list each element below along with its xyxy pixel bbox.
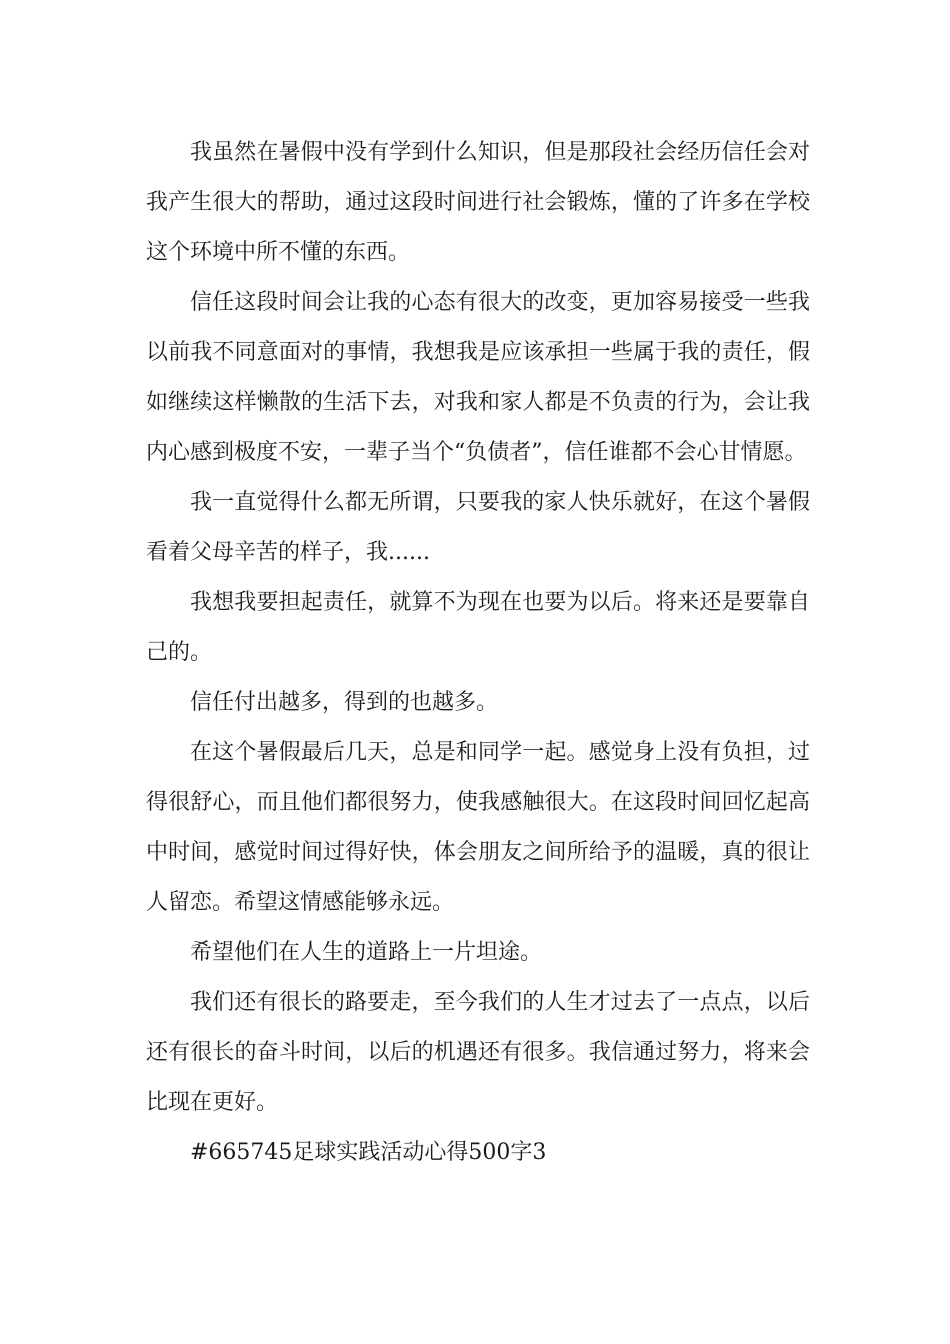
paragraph-1: 我虽然在暑假中没有学到什么知识，但是那段社会经历信任会对我产生很大的帮助，通过这段时间进行社会锻炼，懂的了许多在学校这个环境中所不懂的东西。 xyxy=(146,140,810,265)
paragraph-2: 信任这段时间会让我的心态有很大的改变，更加容易接受一些我以前我不同意面对的事情，我想我是应该承担一些属于我的责任，假如继续这样懒散的生活下去，对我和家人都是不负责的行为，会让我内心感到极度不安，一辈子当个“负债者”，信任谁都不会心甘情愿。 xyxy=(146,290,810,465)
paragraph-7: 希望他们在人生的道路上一片坦途。 xyxy=(190,940,543,965)
document-body xyxy=(146,128,810,1178)
section-heading: #665745足球实践活动心得500字3 xyxy=(190,1140,547,1165)
paragraph-4: 我想我要担起责任，就算不为现在也要为以后。将来还是要靠自己的。 xyxy=(146,590,810,665)
paragraph-8: 我们还有很长的路要走，至今我们的人生才过去了一点点，以后还有很长的奋斗时间，以后的机遇还有很多。我信通过努力，将来会比现在更好。 xyxy=(146,990,810,1115)
paragraph-6: 在这个暑假最后几天，总是和同学一起。感觉身上没有负担，过得很舒心，而且他们都很努力，使我感触很大。在这段时间回忆起高中时间，感觉时间过得好快，体会朋友之间所给予的温暖，真的很让人留恋。希望这情感能够永远。 xyxy=(146,740,810,915)
paragraph-3: 我一直觉得什么都无所谓，只要我的家人快乐就好，在这个暑假看着父母辛苦的样子，我...... xyxy=(146,490,810,565)
paragraph-5: 信任付出越多，得到的也越多。 xyxy=(190,690,499,715)
